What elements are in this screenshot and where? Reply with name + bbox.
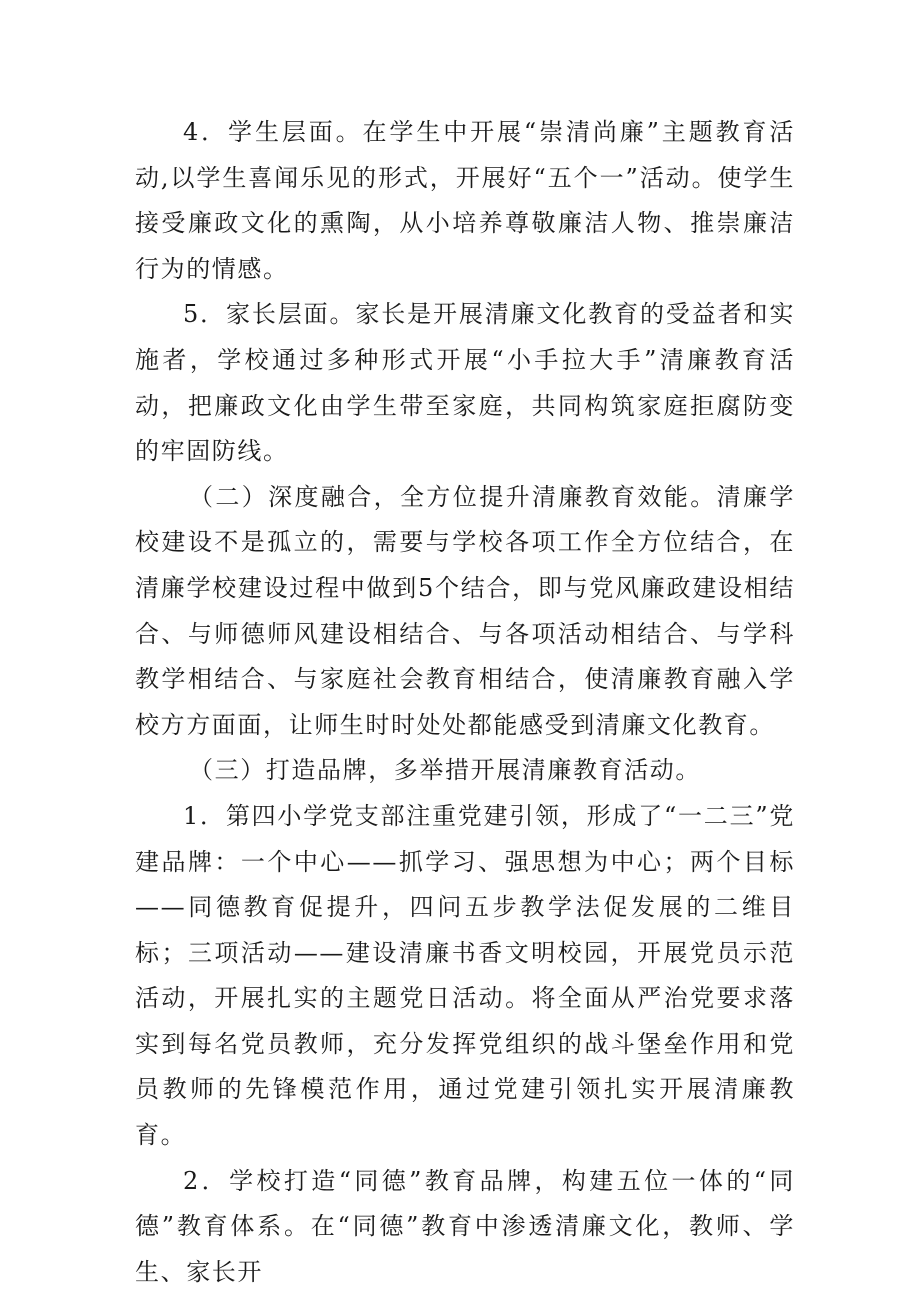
paragraph-party-branch: 1．第四小学党支部注重党建引领，形成了“一二三”党建品牌：一个中心——抓学习、强思想为中心；两个目标——同德教育促提升，四问五步教学法促发展的二维目标；三项活动——建设清廉书香文明校园，开展党员示范活动，开展扎实的主题党日活动。将全面从严治党要求落实到每名党员教师，充分发挥党组织的战斗堡垒作用和党员教师的先锋模范作用，通过党建引领扎实开展清廉教育。 [135, 801, 795, 1150]
paragraph-deep-integration: （二）深度融合，全方位提升清廉教育效能。清廉学校建设不是孤立的，需要与学校各项工作全方位结合，在清廉学校建设过程中做到5个结合，即与党风廉政建设相结合、与师德师风建设相结合、与各项活动相结合、与学科教学相结合、与家庭社会教育相结合，使清廉教育融入学校方方面面，让师生时时处处都能感受到清廉文化教育。 [135, 482, 795, 739]
paragraph-brand-heading: （三）打造品牌，多举措开展清廉教育活动。 [189, 756, 701, 785]
paragraph-parent-level: 5．家长层面。家长是开展清廉文化教育的受益者和实施者，学校通过多种形式开展“小手拉大手”清廉教育活动，把廉政文化由学生带至家庭，共同构筑家庭拒腐防变的牢固防线。 [135, 300, 795, 466]
document-body [135, 110, 795, 1295]
paragraph-tongde-brand: 2．学校打造“同德”教育品牌，构建五位一体的“同德”教育体系。在“同德”教育中渗透清廉文化，教师、学生、家长开 [135, 1166, 795, 1286]
paragraph-student-level: 4．学生层面。在学生中开展“崇清尚廉”主题教育活动,以学生喜闻乐见的形式，开展好“五个一”活动。使学生接受廉政文化的熏陶，从小培养尊敬廉洁人物、推崇廉洁行为的情感。 [135, 118, 795, 283]
